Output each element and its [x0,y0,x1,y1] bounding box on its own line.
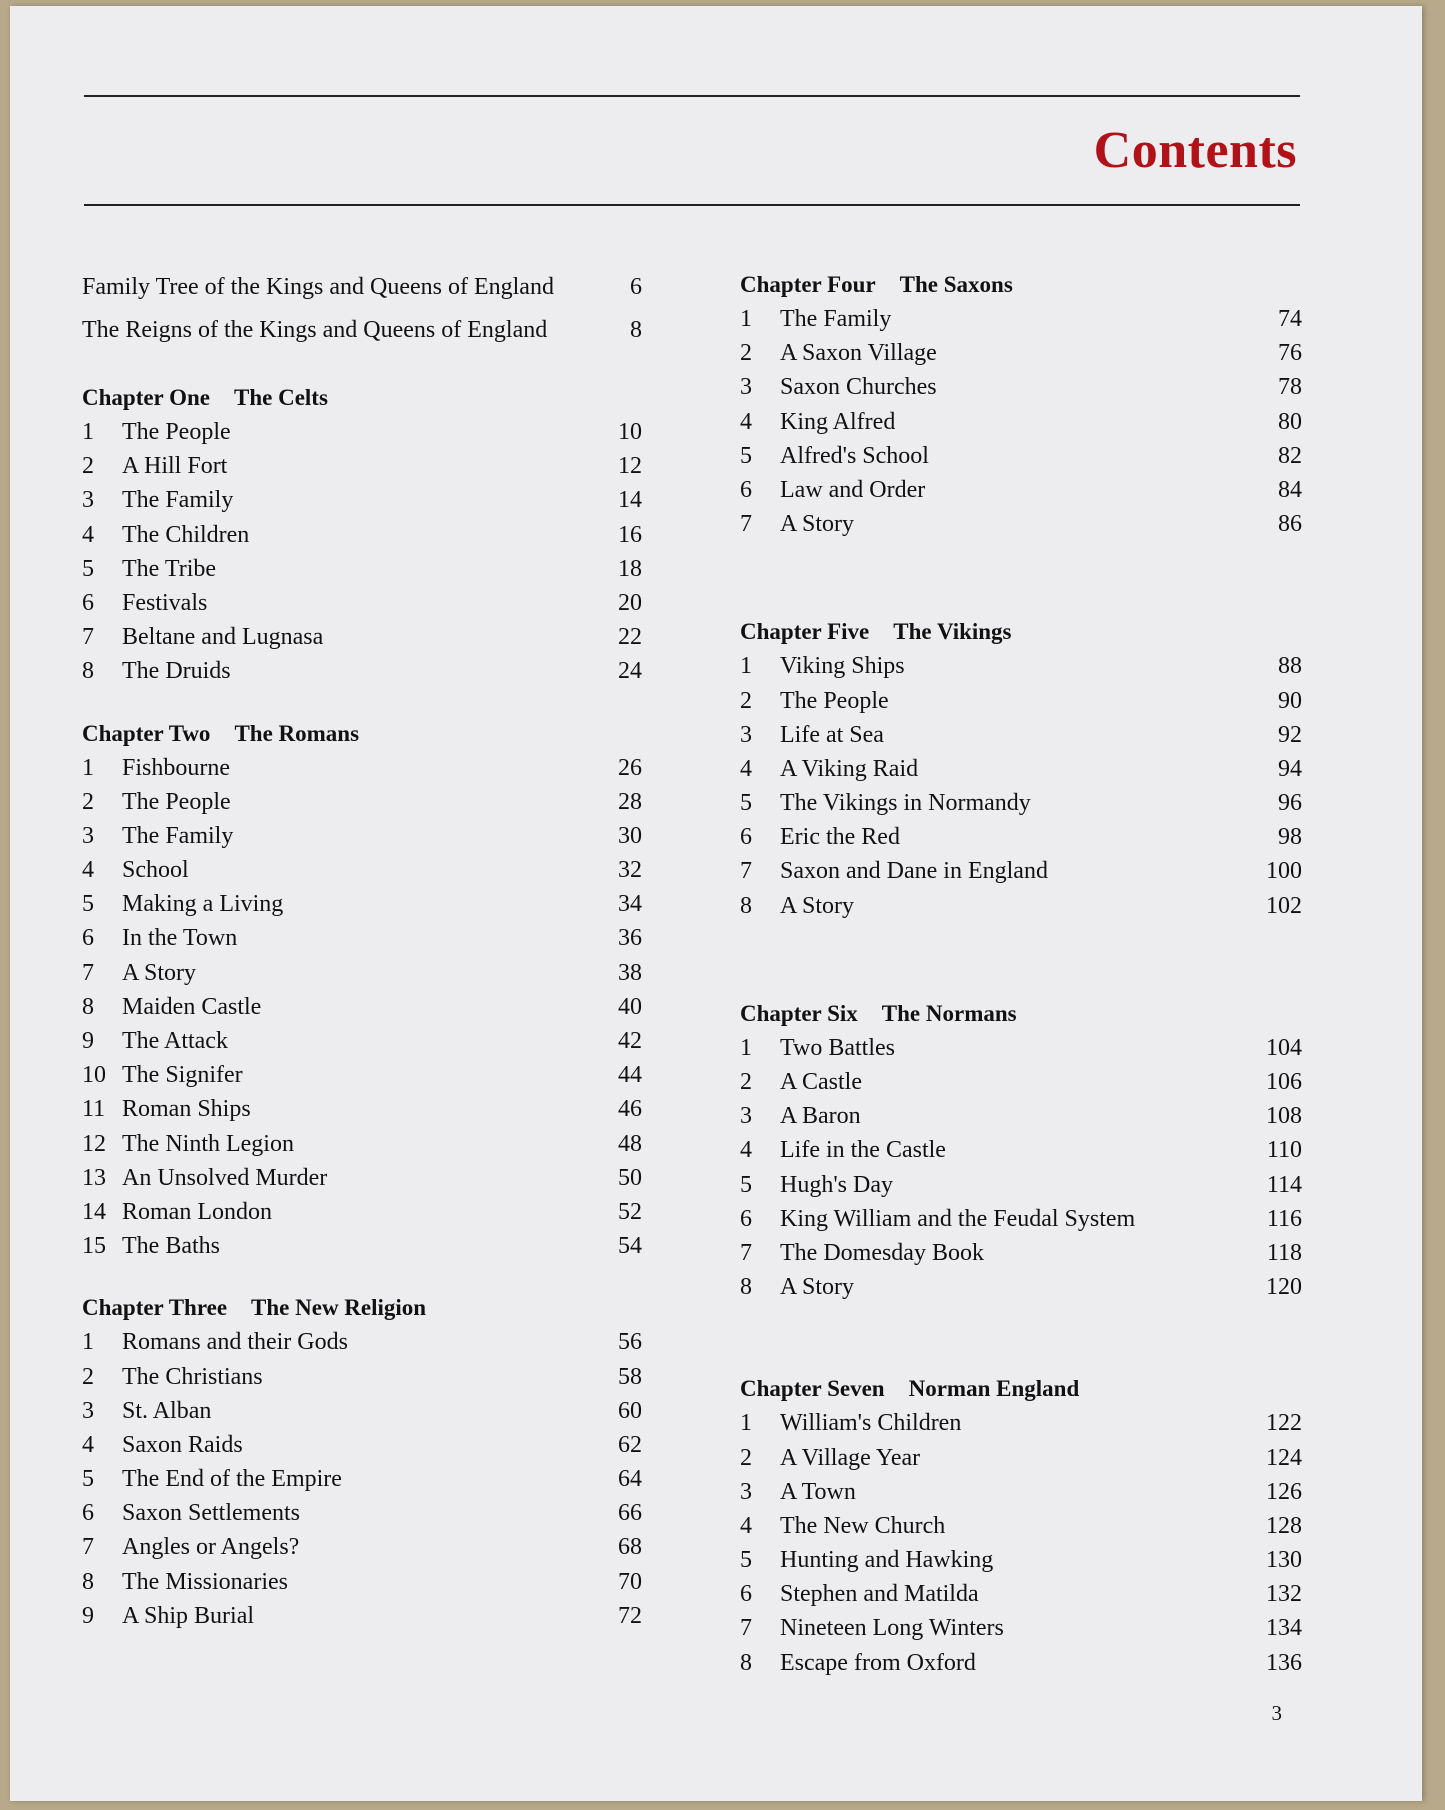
entry-title: A Saxon Village [780,340,937,367]
chapter-number: Chapter Three [82,1295,228,1321]
entry-page: 104 [1266,1034,1302,1061]
contents-entry [82,552,642,586]
entry-number: 7 [740,1615,752,1642]
entry-number: 8 [740,1649,752,1676]
chapter-heading [740,268,1302,302]
entry-number: 1 [82,754,94,781]
contents-entry [82,1092,642,1126]
entry-page: 24 [618,658,642,685]
entry-title: Stephen and Matilda [780,1581,979,1608]
contents-entry [82,751,642,785]
chapter-heading [82,1291,642,1325]
contents-entry [740,718,1302,752]
entry-number: 11 [82,1096,106,1123]
entry-number: 2 [740,1444,752,1471]
chapter-heading [740,1372,1302,1406]
entry-number: 7 [740,1239,752,1266]
entry-page: 80 [1278,408,1302,435]
entry-page: 100 [1266,858,1302,885]
contents-entry [740,1646,1302,1680]
entry-page: 46 [618,1096,642,1123]
entry-number: 3 [740,1103,752,1130]
entry-title: The Christians [122,1363,263,1390]
contents-entry [82,1360,642,1394]
chapter-number: Chapter Seven [740,1376,885,1402]
entry-page: 30 [618,822,642,849]
entry-number: 14 [82,1198,106,1225]
entry-number: 6 [740,824,752,851]
entry-page: 18 [618,555,642,582]
entry-number: 1 [82,419,94,445]
page-number: 3 [1271,1701,1282,1725]
entry-title: A Castle [780,1069,862,1095]
contents-entry [82,1325,642,1359]
contents-entry [82,620,642,654]
contents-entry [82,1127,642,1161]
contents-entry [740,889,1302,923]
entry-number: 2 [740,340,752,367]
entry-title: The Ninth Legion [122,1130,294,1157]
contents-entry [740,507,1302,541]
contents-entry [82,415,642,449]
contents-entry [740,1031,1302,1065]
entry-title: Life at Sea [780,721,884,748]
entry-number: 5 [82,1466,94,1493]
contents-entry [82,921,642,955]
entry-title: The Missionaries [122,1568,288,1595]
contents-entry [82,1599,642,1633]
entry-title: The Family [122,822,234,849]
entry-title: Alfred's School [780,442,929,469]
entry-title: King Alfred [780,408,896,435]
contents-entry [740,854,1302,888]
contents-entry [82,449,642,483]
entry-title: Making a Living [122,891,284,918]
entry-title: The Family [122,487,234,514]
contents-entry [740,1236,1302,1270]
entry-title: A Story [780,892,855,919]
entry-number: 8 [740,892,752,919]
entry-title: Eric the Red [780,824,900,851]
entry-title: Saxon Settlements [122,1500,300,1527]
right-column [740,274,1302,1680]
entry-page: 96 [1278,790,1302,817]
entry-title: Hunting and Hawking [780,1547,994,1574]
entry-page: 84 [1278,476,1302,503]
entry-title: The Baths [122,1233,220,1260]
entry-page: 54 [618,1233,642,1260]
entry-title: A Story [780,1274,855,1301]
entry-title: A Hill Fort [122,453,228,480]
entry-page: 50 [618,1164,642,1191]
entry-page: 74 [1278,306,1302,332]
entry-page: 40 [618,993,642,1020]
entry-number: 4 [740,1512,752,1539]
chapter-number: Chapter Four [740,272,876,297]
contents-entry [82,1496,642,1530]
front-matter-page: 8 [630,317,642,343]
entry-page: 76 [1278,340,1302,367]
entry-number: 3 [82,822,94,849]
entry-page: 130 [1266,1547,1302,1574]
entry-title: School [122,857,189,884]
entry-number: 2 [82,1363,94,1390]
entry-number: 6 [740,1205,752,1232]
entry-number: 7 [740,858,752,885]
entry-title: The Tribe [122,555,217,582]
entry-title: The Signifer [122,1062,243,1089]
entry-page: 136 [1266,1649,1302,1676]
book-page [10,6,1422,1801]
entry-title: Saxon and Dane in England [780,858,1048,885]
entry-number: 3 [82,487,94,514]
chapter-section [82,381,642,689]
entry-page: 12 [618,453,642,480]
entry-number: 12 [82,1130,106,1157]
chapter-name: Norman England [908,1376,1080,1402]
contents-entry [740,1202,1302,1236]
entry-page: 42 [618,1028,642,1054]
entry-title: The Children [122,521,250,548]
entry-title: The New Church [780,1512,946,1539]
entry-page: 120 [1266,1274,1302,1301]
contents-entry [82,1195,642,1229]
contents-entry [82,1058,642,1092]
entry-number: 10 [82,1062,106,1089]
entry-page: 90 [1278,687,1302,714]
chapter-heading [82,381,642,415]
front-matter-entry [82,317,642,351]
front-matter-title: Family Tree of the Kings and Queens of England [82,274,554,300]
entry-page: 78 [1278,374,1302,401]
entry-number: 3 [740,721,752,748]
entry-number: 4 [82,1431,94,1458]
entry-page: 128 [1266,1512,1302,1539]
entry-number: 7 [82,624,94,651]
entry-title: The End of the Empire [122,1466,342,1493]
entry-number: 6 [82,1500,94,1527]
entry-title: Maiden Castle [122,993,262,1020]
contents-entry [82,1565,642,1599]
contents-entry [82,586,642,620]
entry-page: 56 [618,1329,642,1356]
entry-page: 60 [618,1397,642,1424]
chapter-section [82,1291,642,1633]
chapter-heading [740,615,1302,649]
title-bottom-rule [84,204,1300,206]
entry-number: 3 [740,374,752,401]
contents-entry [740,1065,1302,1099]
chapter-name: The Normans [881,1000,1017,1026]
chapter-name: The Vikings [893,619,1012,645]
entry-title: Two Battles [780,1034,895,1061]
chapter-number: Chapter Two [82,720,211,746]
contents-entry [740,1168,1302,1202]
entry-title: Roman Ships [122,1096,251,1123]
contents-entry [82,1530,642,1564]
entry-title: A Town [780,1478,856,1505]
entry-number: 2 [82,788,94,815]
entry-title: Escape from Oxford [780,1649,976,1676]
entry-page: 16 [618,521,642,548]
entry-page: 126 [1266,1478,1302,1505]
entry-title: Law and Order [780,476,926,503]
entry-number: 6 [740,1581,752,1608]
entry-title: A Ship Burial [122,1602,255,1629]
entry-number: 4 [82,857,94,884]
entry-title: The People [780,687,889,714]
contents-entry [82,654,642,688]
chapter-name: The Celts [234,385,328,410]
contents-entry [740,1133,1302,1167]
contents-entry [740,336,1302,370]
chapter-section [740,615,1302,923]
entry-number: 1 [82,1329,94,1356]
chapter-heading [740,997,1302,1031]
entry-title: A Baron [780,1103,861,1130]
entry-number: 4 [740,408,752,435]
entry-number: 4 [740,755,752,782]
entry-page: 98 [1278,824,1302,851]
entry-page: 38 [618,959,642,986]
entry-title: William's Children [780,1410,962,1437]
entry-number: 4 [82,521,94,548]
front-matter-page: 6 [630,274,642,300]
entry-number: 2 [740,687,752,714]
left-column [82,274,642,1633]
entry-page: 26 [618,754,642,781]
entry-page: 36 [618,925,642,952]
entry-page: 132 [1266,1581,1302,1608]
entry-title: An Unsolved Murder [122,1164,328,1191]
entry-page: 48 [618,1130,642,1157]
entry-page: 28 [618,788,642,815]
entry-number: 6 [82,589,94,616]
entry-number: 7 [82,1534,94,1561]
entry-number: 5 [82,891,94,918]
entry-page: 82 [1278,442,1302,469]
entry-title: The Attack [122,1028,228,1054]
contents-entry [740,1099,1302,1133]
contents-entry [740,1509,1302,1543]
contents-entry [740,302,1302,336]
entry-number: 5 [740,1171,752,1198]
entry-number: 8 [740,1274,752,1301]
entry-number: 2 [82,453,94,480]
entry-page: 34 [618,891,642,918]
entry-number: 1 [740,653,752,680]
contents-entry [82,785,642,819]
entry-page: 32 [618,857,642,884]
entry-number: 5 [82,555,94,582]
entry-title: Life in the Castle [780,1137,946,1164]
entry-page: 72 [618,1602,642,1629]
entry-number: 8 [82,993,94,1020]
chapter-number: Chapter Six [740,1000,858,1026]
entry-title: The Domesday Book [780,1239,984,1266]
contents-entry [740,405,1302,439]
entry-number: 6 [740,476,752,503]
entry-page: 52 [618,1198,642,1225]
chapter-section [740,268,1302,541]
contents-entry [740,1441,1302,1475]
entry-title: St. Alban [122,1397,212,1424]
entry-page: 64 [618,1466,642,1493]
entry-page: 22 [618,624,642,651]
top-rule [84,95,1300,97]
page-title: Contents [1093,122,1297,179]
entry-title: In the Town [122,925,238,952]
entry-title: The People [122,419,231,445]
entry-title: Beltane and Lugnasa [122,624,324,651]
contents-entry [82,1161,642,1195]
entry-number: 3 [82,1397,94,1424]
entry-page: 44 [618,1062,642,1089]
contents-entry [740,473,1302,507]
entry-number: 5 [740,1547,752,1574]
entry-number: 5 [740,790,752,817]
entry-title: A Village Year [780,1444,921,1471]
contents-entry [82,1024,642,1058]
entry-page: 86 [1278,511,1302,538]
contents-entry [82,518,642,552]
contents-entry [82,990,642,1024]
entry-title: A Story [780,511,855,538]
entry-number: 9 [82,1028,94,1054]
entry-page: 62 [618,1431,642,1458]
entry-number: 7 [740,511,752,538]
contents-entry [82,956,642,990]
chapter-name: The Romans [234,720,360,746]
contents-entry [82,1229,642,1263]
entry-title: Angles or Angels? [122,1534,300,1561]
contents-entry [740,1577,1302,1611]
chapter-name: The New Religion [251,1295,427,1321]
entry-number: 5 [740,442,752,469]
entry-page: 122 [1266,1410,1302,1437]
entry-page: 108 [1266,1103,1302,1130]
contents-entry [740,1270,1302,1304]
entry-number: 3 [740,1478,752,1505]
contents-entry [740,370,1302,404]
contents-entry [740,820,1302,854]
entry-title: The Family [780,306,892,332]
entry-number: 1 [740,1410,752,1437]
contents-entry [740,1475,1302,1509]
entry-page: 94 [1278,755,1302,782]
entry-number: 13 [82,1164,106,1191]
entry-title: Festivals [122,589,208,616]
chapter-number: Chapter One [82,385,210,410]
entry-title: The People [122,788,231,815]
entry-page: 102 [1266,892,1302,919]
entry-title: Romans and their Gods [122,1329,348,1356]
chapter-section [740,1372,1302,1680]
entry-title: The Druids [122,658,231,685]
entry-page: 92 [1278,721,1302,748]
contents-entry [82,887,642,921]
entry-page: 124 [1266,1444,1302,1471]
entry-title: Nineteen Long Winters [780,1615,1004,1642]
entry-page: 110 [1266,1137,1302,1164]
contents-entry [740,786,1302,820]
entry-number: 1 [740,306,752,332]
entry-number: 2 [740,1069,752,1095]
entry-title: Hugh's Day [780,1171,893,1198]
entry-number: 6 [82,925,94,952]
entry-number: 7 [82,959,94,986]
entry-number: 1 [740,1034,752,1061]
entry-title: King William and the Feudal System [780,1205,1136,1232]
entry-page: 114 [1266,1171,1302,1198]
entry-title: Fishbourne [122,754,230,781]
entry-page: 106 [1266,1069,1302,1095]
entry-title: The Vikings in Normandy [780,790,1031,817]
contents-entry [740,1611,1302,1645]
entry-number: 8 [82,658,94,685]
entry-title: Saxon Churches [780,374,937,401]
entry-page: 70 [618,1568,642,1595]
entry-page: 10 [618,419,642,445]
contents-entry [82,819,642,853]
front-matter-entry [82,274,642,308]
entry-number: 4 [740,1137,752,1164]
entry-page: 68 [618,1534,642,1561]
entry-number: 8 [82,1568,94,1595]
entry-page: 66 [618,1500,642,1527]
entry-title: Roman London [122,1198,272,1225]
contents-entry [82,483,642,517]
front-matter-title: The Reigns of the Kings and Queens of England [82,317,548,343]
chapter-section [82,717,642,1264]
chapter-section [740,997,1302,1305]
entry-number: 9 [82,1602,94,1629]
contents-entry [740,684,1302,718]
contents-entry [740,1406,1302,1440]
contents-entry [82,1428,642,1462]
contents-entry [82,1394,642,1428]
entry-title: Viking Ships [780,653,905,680]
contents-entry [740,439,1302,473]
chapter-name: The Saxons [899,272,1013,297]
contents-entry [740,649,1302,683]
contents-entry [82,853,642,887]
entry-page: 134 [1266,1615,1302,1642]
contents-entry [740,752,1302,786]
entry-page: 14 [618,487,642,514]
entry-page: 118 [1266,1239,1302,1266]
contents-entry [82,1462,642,1496]
entry-page: 88 [1278,653,1302,680]
chapter-number: Chapter Five [740,619,870,645]
entry-title: Saxon Raids [122,1431,243,1458]
entry-number: 15 [82,1233,106,1260]
chapter-heading [82,717,642,751]
entry-page: 58 [618,1363,642,1390]
entry-title: A Story [122,959,197,986]
entry-title: A Viking Raid [780,755,919,782]
contents-entry [740,1543,1302,1577]
entry-page: 116 [1266,1205,1302,1232]
entry-page: 20 [618,589,642,616]
